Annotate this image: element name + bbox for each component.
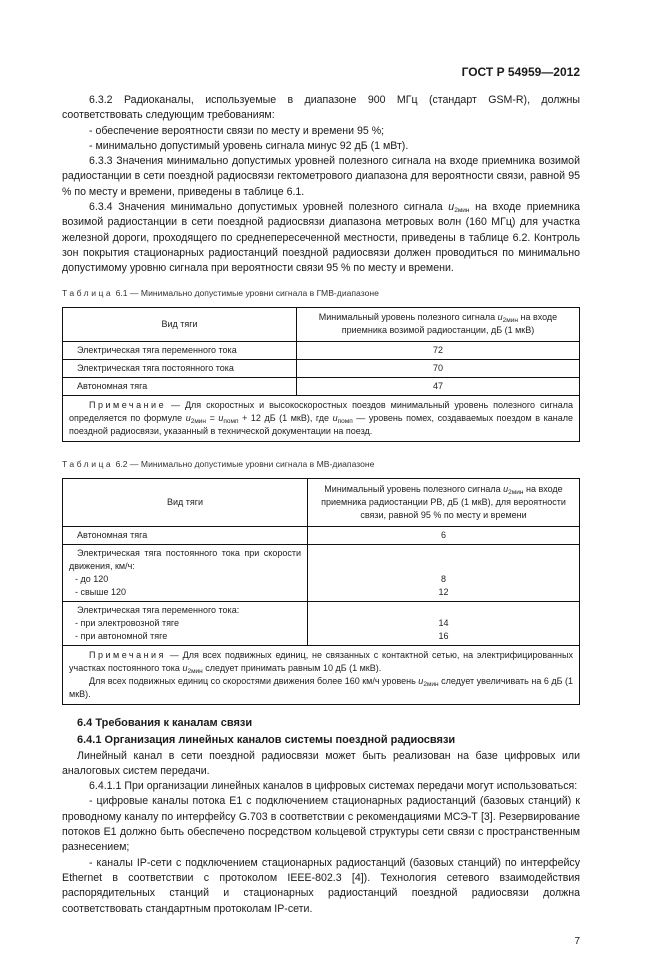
text: на входе приемника возимой радиостанции, дБ (1 мкВ) (341, 312, 558, 336)
formula-var: u (418, 675, 424, 686)
paragraph-6-4-1-1: 6.4.1.1 При организации линейных каналов в цифровых системах передачи могут использоваться: (89, 780, 578, 793)
text: — уровень помех, создаваемых поездом в канале поездной радиосвязи, указанный в технической документации на поезд. (69, 412, 573, 436)
text: + 12 дБ (1 мкВ), где (238, 412, 333, 423)
text: на входе приемника радиостанции РВ, дБ (1 мкВ), для вероятности связи, равной 95 % по месту и времени (321, 483, 566, 520)
list-item: - каналы IP-сети с подключением стационарных радиостанций (базовых станций) по интерфейсу Ethernet в соответствии с протоколом IEEE-802.3 [4]). Технология сетевого взаимодействия распорядительных станций и стационарных радиостанций поездной радиосвязи должна соответствовать стандартным протоколам IP-сети. (62, 856, 580, 915)
cell: 72 (297, 341, 580, 359)
list-item: - цифровые каналы потока Е1 с подключением стационарных радиостанций (базовых станций) к проводному каналу по интерфейсу G.703 в соответствии с рекомендациями МСЭ-Т [3]. Резервирование потоков Е1 должно быть обеспечено посредством кольцевой структуры сети связи с пространственным разнесением; (62, 795, 580, 854)
table-note (63, 645, 580, 704)
table-6-2 (62, 478, 580, 705)
text: 16 (438, 630, 449, 641)
subsection-heading: 6.4.1 Организация линейных каналов системы поездной радиосвязи (77, 733, 456, 746)
cell (308, 601, 580, 645)
column-header: Вид тяги (63, 307, 297, 341)
text: - свыше 120 (75, 586, 126, 597)
text: 12 (438, 586, 449, 597)
list-item: - обеспечение вероятности связи по месту и времени 95 %; (89, 124, 385, 137)
table-6-1 (62, 307, 580, 442)
formula-sub: помп (337, 417, 353, 425)
cell: Автономная тяга (63, 377, 297, 395)
paragraph-6-3-2: 6.3.2 Радиоканалы, используемые в диапазоне 900 МГц (стандарт GSM-R), должны соответствовать следующим требованиям: (62, 94, 580, 122)
text: Электрическая тяга переменного тока: (77, 604, 240, 615)
section-6-4 (62, 715, 580, 917)
formula-sub: 2мин (454, 207, 470, 215)
text: - до 120 (75, 573, 109, 584)
cell (63, 601, 308, 645)
formula-sub: 2мин (190, 417, 207, 425)
column-header (297, 307, 580, 341)
cell: Электрическая тяга переменного тока (63, 341, 297, 359)
formula-var: u (185, 412, 191, 423)
paragraph: Линейный канал в сети поездной радиосвязи может быть реализован на базе цифровых или аналоговых систем передачи. (62, 749, 580, 777)
formula-var: u (448, 201, 455, 214)
formula-var: u (182, 662, 188, 673)
text: Электрическая тяга постоянного тока при скорости движения, км/ч: (69, 547, 301, 571)
list-item: - минимально допустимый уровень сигнала минус 92 дБ (1 мВт). (89, 139, 409, 152)
text: — Для всех подвижных единиц, не связанных с контактной сетью, на электрифицированных участках постоянного тока (69, 649, 573, 673)
section-6-3 (62, 93, 580, 277)
page-number: 7 (574, 935, 580, 947)
text: следует принимать равным 10 дБ (1 мкВ). (202, 662, 382, 673)
text: 14 (438, 617, 449, 628)
cell: 70 (297, 359, 580, 377)
cell: Автономная тяга (63, 526, 308, 544)
caption-label: Таблица (62, 287, 114, 298)
text: 6.3.4 Значения минимально допустимых уровней полезного сигнала (89, 201, 449, 214)
formula-sub: 2мин (508, 488, 524, 496)
section-heading: 6.4 Требования к каналам связи (77, 716, 253, 729)
text: - при электровозной тяге (75, 617, 180, 628)
table-row (63, 526, 580, 544)
text: Минимальный уровень полезного сигнала (324, 483, 504, 494)
table-6-2-block (62, 458, 580, 705)
text: на входе приемника возимой радиостанции в сети поездной радиосвязи диапазона метровых волн (160 МГц) для участка железной дороги, проходящего по среднепересеченной местности, приведены в таблице 6.2. Контроль зон покрытия стационарных радиостанций поездной радиосвязи должен проводиться по минимально допустимому уровню сигнала при вероятности связи 95 % по месту и времени. (62, 201, 581, 275)
formula-sub: помп (223, 417, 239, 425)
table-row (63, 341, 580, 359)
paragraph-6-3-4 (62, 200, 580, 276)
table-row (63, 377, 580, 395)
caption-text: 6.2 — Минимально допустимые уровни сигнала в МВ-диапазоне (115, 458, 375, 469)
text: 8 (440, 573, 446, 584)
formula-var: u (503, 483, 509, 494)
formula-var: u (497, 312, 503, 323)
note-label: Примечания (89, 649, 166, 660)
formula-sub: 2мин (187, 667, 203, 675)
text: = (206, 412, 219, 423)
text: следует увеличивать на 6 дБ (1 мкВ). (69, 675, 573, 699)
cell (308, 544, 580, 601)
cell: 47 (297, 377, 580, 395)
column-header (308, 478, 580, 526)
cell: Электрическая тяга постоянного тока (63, 359, 297, 377)
table-row (63, 601, 580, 645)
formula-sub: 2мин (423, 680, 439, 688)
document-header: ГОСТ Р 54959—2012 (461, 65, 580, 79)
cell: 6 (308, 526, 580, 544)
paragraph-6-3-3: 6.3.3 Значения минимально допустимых уровней полезного сигнала на входе приемника возимой радиостанции в сети поездной радиосвязи гектометрового диапазона для вероятности связи, равной 95 % по месту и времени, приведены в таблице 6.1. (62, 155, 580, 198)
formula-var: u (218, 412, 224, 423)
table-caption (62, 287, 580, 299)
text: Для всех подвижных единиц со скоростями движения более 160 км/ч уровень (89, 675, 419, 686)
caption-label: Таблица (62, 458, 114, 469)
note-label: Примечание (89, 399, 167, 410)
formula-var: u (332, 412, 338, 423)
column-header: Вид тяги (63, 478, 308, 526)
table-caption (62, 458, 580, 470)
table-6-1-block (62, 287, 580, 442)
cell (63, 544, 308, 601)
caption-text: 6.1 — Минимально допустимые уровни сигнала в ГМВ-диапазоне (115, 287, 379, 298)
table-note (63, 395, 580, 441)
text: Минимальный уровень полезного сигнала (318, 312, 498, 323)
table-row (63, 359, 580, 377)
formula-sub: 2мин (502, 317, 518, 325)
text: — Для скоростных и высокоскоростных поездов минимальный уровень полезного сигнала определяется по формуле (69, 399, 573, 423)
text: - при автономной тяге (75, 630, 168, 641)
table-row (63, 544, 580, 601)
